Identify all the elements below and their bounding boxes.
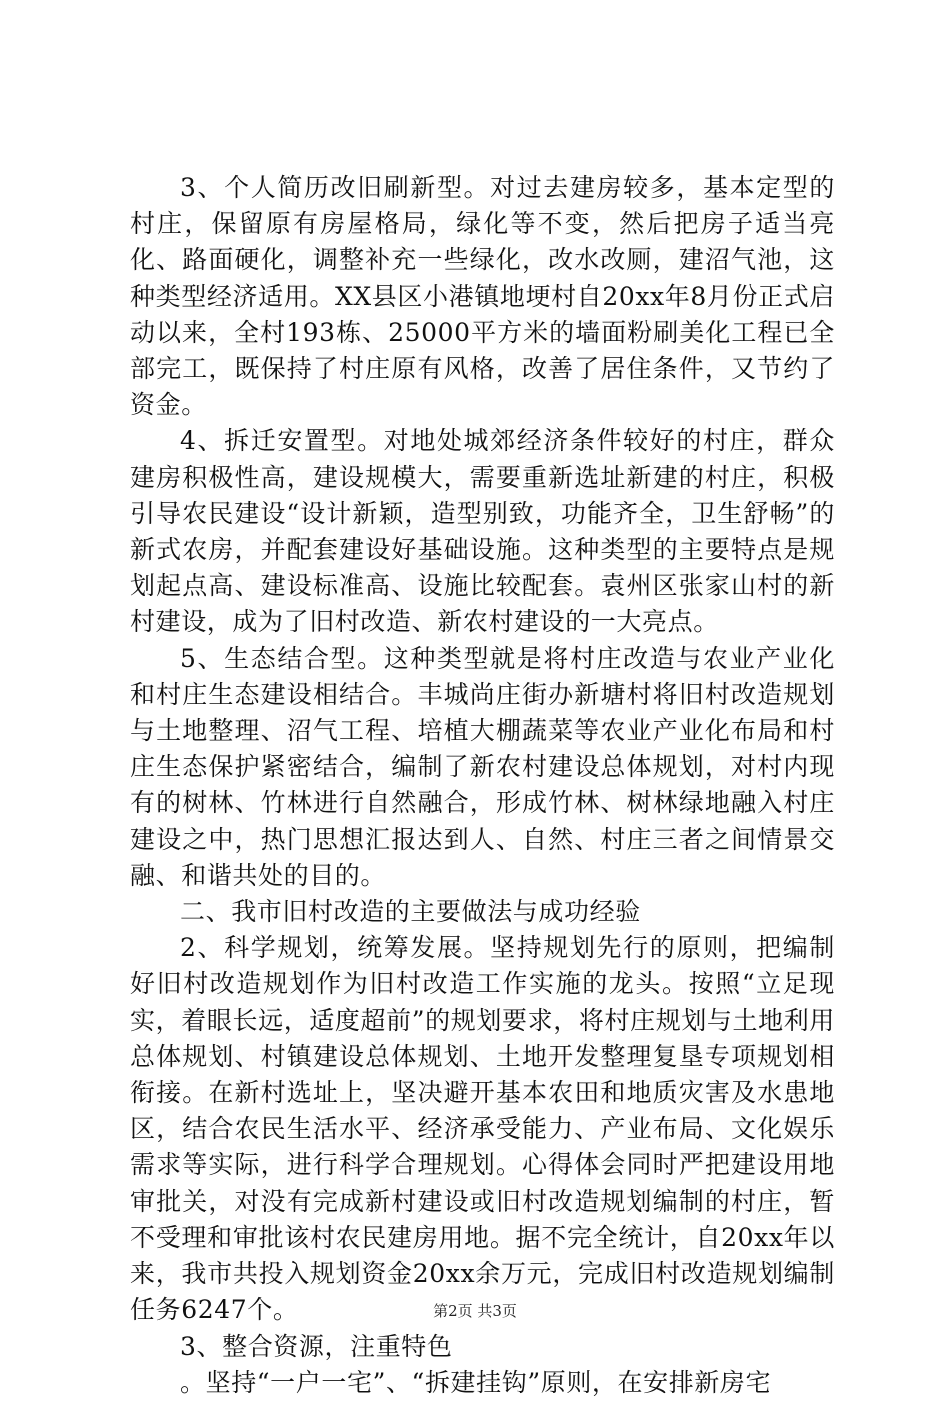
page-footer: 第2页 共3页 [433, 1302, 517, 1320]
section-heading: 二、我市旧村改造的主要做法与成功经验 [180, 897, 641, 927]
paragraph-ecological-type: 5、生态结合型。这种类型就是将村庄改造与农业产业化和村庄生态建设相结合。丰城尚庄街办新塘村将旧村改造规划与土地整理、沼气工程、培植大棚蔬菜等农业产业化布局和村庄生态保护紧密结合，编制了新农村建设总体规划，对村内现有的树林、竹林进行自然融合，形成竹林、树林绿地融入村庄建设之中，热门思想汇报达到人、自然、村庄三者之间情景交融、和谐共处的目的。 [130, 643, 835, 890]
paragraph-scientific-planning: 2、科学规划，统筹发展。坚持规划先行的原则，把编制好旧村改造规划作为旧村改造工作实施的龙头。按照“立足现实，着眼长远，适度超前”的规划要求，将村庄规划与土地利用总体规划、村镇建设总体规划、土地开发整理复垦专项规划相衔接。在新村选址上，坚决避开基本农田和地质灾害及水患地区，结合农民生活水平、经济承受能力、产业布局、文化娱乐需求等实际，进行科学合理规划。心得体会同时严把建设用地审批关，对没有完成新村建设或旧村改造规划编制的村庄，暂不受理和审批该村农民建房用地。据不完全统计，自20xx年以来，我市共投入规划资金20xx余万元，完成旧村改造规划编制任务6247个。 [130, 933, 835, 1325]
document-body [130, 170, 835, 1401]
paragraph-integrate-resources-heading: 3、整合资源，注重特色 [180, 1331, 453, 1361]
paragraph-continuation: 。坚持“一户一宅”、“拆建挂钩”原则，在安排新房宅 [180, 1367, 772, 1397]
paragraph-relocation-type: 4、拆迁安置型。对地处城郊经济条件较好的村庄，群众建房积极性高，建设规模大，需要重新选址新建的村庄，积极引导农民建设“设计新颖，造型别致，功能齐全，卫生舒畅”的新式农房，并配套建设好基础设施。这种类型的主要特点是规划起点高、建设标准高、设施比较配套。袁州区张家山村的新村建设，成为了旧村改造、新农村建设的一大亮点。 [130, 426, 835, 637]
paragraph-renovation-type: 3、个人简历改旧刷新型。对过去建房较多，基本定型的村庄，保留原有房屋格局，绿化等不变，然后把房子适当亮化、路面硬化，调整补充一些绿化，改水改厕，建沼气池，这种类型经济适用。XX县区小港镇地埂村自20xx年8月份正式启动以来，全村193栋、25000平方米的墙面粉刷美化工程已全部完工，既保持了村庄原有风格，改善了居住条件，又节约了资金。 [130, 173, 835, 420]
